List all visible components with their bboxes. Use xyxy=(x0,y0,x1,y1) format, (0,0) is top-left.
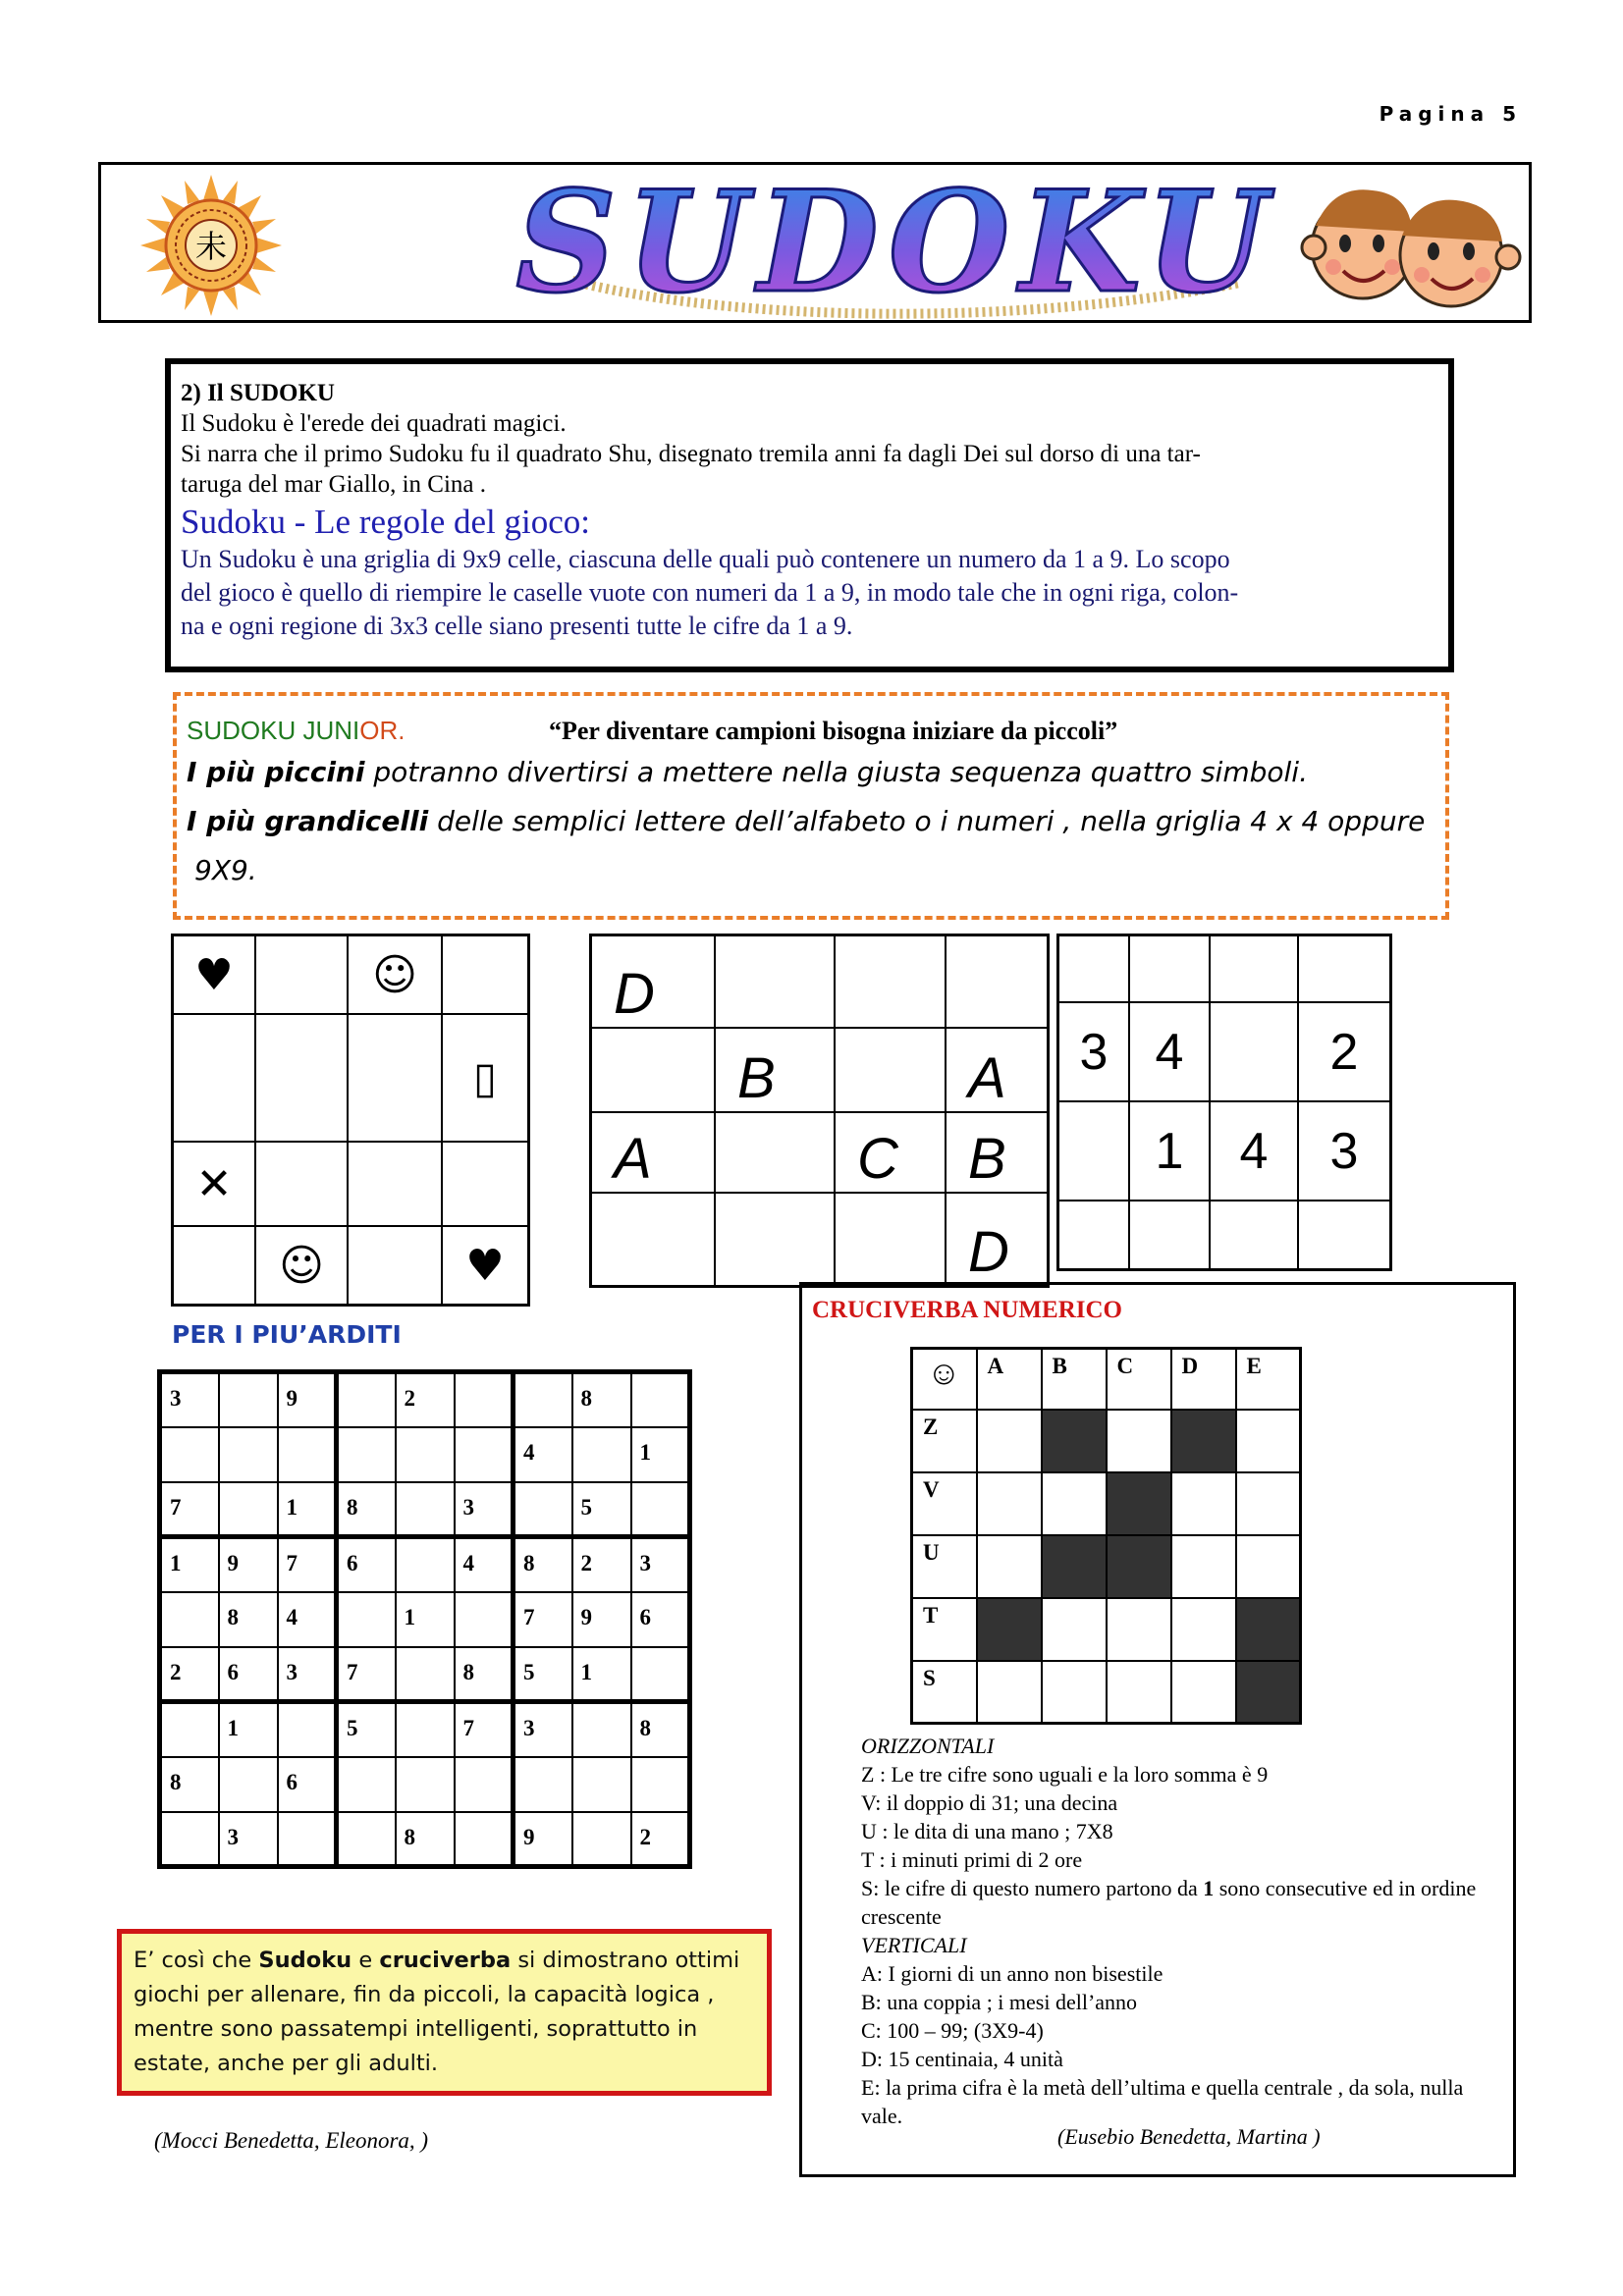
sudoku-cell xyxy=(631,1372,690,1427)
banner-title: SUDOKU xyxy=(515,165,1277,322)
grid-row xyxy=(173,1014,529,1142)
sudoku-cell: 9 xyxy=(514,1812,572,1867)
sudoku-row xyxy=(160,1757,690,1812)
grid-cell xyxy=(255,1014,348,1142)
grid-cell: 3 xyxy=(1298,1101,1391,1201)
intro-line: taruga del mar Giallo, in Cina . xyxy=(181,471,487,498)
junior-title-suffix: OR. xyxy=(359,716,406,745)
grid-cell: ☺ xyxy=(255,1226,348,1306)
grid-cell: A xyxy=(591,1112,716,1193)
grid-cell xyxy=(442,935,529,1015)
sudoku-cell: 8 xyxy=(455,1647,514,1702)
children-faces-icon xyxy=(1294,177,1530,314)
crossword-grid xyxy=(910,1347,1302,1725)
intro-line: Il Sudoku è l'erede dei quadrati magici. xyxy=(181,410,567,437)
grid-cell xyxy=(1210,935,1298,1003)
column-label: C xyxy=(1107,1349,1171,1410)
grid-cell: ♥ xyxy=(442,1226,529,1306)
sudoku-cell: 7 xyxy=(278,1537,337,1592)
junior-line: 9X9. xyxy=(194,854,257,886)
crossword-panel xyxy=(799,1282,1516,2177)
sudoku-cell: 6 xyxy=(219,1647,278,1702)
number-grid xyxy=(1056,934,1392,1271)
sudoku-cell: 1 xyxy=(160,1537,219,1592)
sudoku-cell xyxy=(455,1592,514,1647)
sudoku-9x9-grid xyxy=(157,1369,692,1869)
grid-cell xyxy=(1210,1002,1298,1101)
grid-cell xyxy=(348,1226,442,1306)
row-label: Z xyxy=(912,1410,977,1472)
sudoku-cell: 4 xyxy=(514,1427,572,1482)
grid-cell xyxy=(1129,935,1210,1003)
sudoku-cell xyxy=(337,1372,396,1427)
crossword-title: CRUCIVERBA NUMERICO xyxy=(812,1297,1122,1323)
grid-cell xyxy=(1058,935,1130,1003)
sudoku-cell: 7 xyxy=(514,1592,572,1647)
clue: Z : Le tre cifre sono uguali e la loro somma è 9 xyxy=(861,1762,1269,1787)
sudoku-row xyxy=(160,1537,690,1592)
sudoku-cell xyxy=(396,1757,455,1812)
grid-cell: 4 xyxy=(1129,1002,1210,1101)
header-banner xyxy=(98,162,1532,323)
grid-cell xyxy=(348,1142,442,1226)
sudoku-cell: 1 xyxy=(219,1702,278,1757)
grid-cell: ✕ xyxy=(173,1142,256,1226)
sudoku-cell: 3 xyxy=(631,1537,690,1592)
sudoku-cell xyxy=(278,1427,337,1482)
sudoku-cell: 8 xyxy=(631,1702,690,1757)
sudoku-cell xyxy=(455,1757,514,1812)
sudoku-cell: 1 xyxy=(631,1427,690,1482)
sudoku-row xyxy=(160,1482,690,1537)
rules-text: na e ogni regione di 3x3 celle siano presenti tutte le cifre da 1 a 9. xyxy=(181,612,853,640)
sudoku-cell xyxy=(219,1482,278,1537)
sudoku-cell xyxy=(455,1372,514,1427)
sudoku-cell: 1 xyxy=(396,1592,455,1647)
clue-text: sono consecutive ed in ordine crescente xyxy=(861,1876,1477,1929)
sudoku-cell: 3 xyxy=(160,1372,219,1427)
sudoku-cell xyxy=(514,1372,572,1427)
column-label: D xyxy=(1171,1349,1236,1410)
grid-row xyxy=(591,1112,1049,1193)
sudoku-cell: 4 xyxy=(455,1537,514,1592)
junior-header xyxy=(187,714,1435,748)
sudoku-cell: 8 xyxy=(337,1482,396,1537)
grid-row xyxy=(173,935,529,1015)
crossword-cell xyxy=(1107,1598,1171,1661)
grid-cell xyxy=(715,1112,835,1193)
grid-cell: D xyxy=(591,935,716,1029)
sudoku-cell: 8 xyxy=(160,1757,219,1812)
crossword-cell xyxy=(977,1661,1042,1724)
clue: B: una coppia ; i mesi dell’anno xyxy=(861,1990,1138,2014)
sudoku-cell: 8 xyxy=(396,1812,455,1867)
clue: T : i minuti primi di 2 ore xyxy=(861,1847,1083,1872)
sudoku-row xyxy=(160,1427,690,1482)
crossword-cell xyxy=(1236,1535,1301,1598)
grid-row xyxy=(1058,935,1391,1003)
crossword-cell xyxy=(1042,1472,1107,1535)
grid-cell xyxy=(835,1028,946,1112)
sudoku-cell xyxy=(219,1372,278,1427)
sun-logo-icon xyxy=(123,173,299,318)
crossword-cell xyxy=(1107,1661,1171,1724)
sudoku-cell xyxy=(514,1482,572,1537)
intro-line: Si narra che il primo Sudoku fu il quadrato Shu, disegnato tremila anni fa dagli Dei sul dorso di una tar- xyxy=(181,441,1201,467)
sudoku-cell: 1 xyxy=(278,1482,337,1537)
grid-cell: B xyxy=(946,1112,1049,1193)
sudoku-cell xyxy=(631,1757,690,1812)
grid-cell xyxy=(715,935,835,1029)
black-cell xyxy=(1236,1661,1301,1724)
grid-cell xyxy=(1129,1201,1210,1270)
sudoku-cell xyxy=(455,1427,514,1482)
sudoku-row xyxy=(160,1592,690,1647)
sudoku-cell xyxy=(631,1482,690,1537)
sudoku-cell: 3 xyxy=(514,1702,572,1757)
sudoku-cell xyxy=(278,1702,337,1757)
sudoku-cell xyxy=(219,1757,278,1812)
grid-cell xyxy=(173,1014,256,1142)
sudoku-cell: 7 xyxy=(455,1702,514,1757)
grid-cell xyxy=(835,935,946,1029)
crossword-cell xyxy=(977,1472,1042,1535)
grid-cell: C xyxy=(835,1112,946,1193)
sudoku-cell xyxy=(514,1757,572,1812)
grid-row xyxy=(591,935,1049,1029)
arditi-title: PER I PIU’ARDITI xyxy=(172,1320,402,1349)
sudoku-cell: 2 xyxy=(572,1537,631,1592)
sudoku-cell: 2 xyxy=(160,1647,219,1702)
crossword-row xyxy=(912,1661,1301,1724)
sudoku-cell: 8 xyxy=(514,1537,572,1592)
sudoku-row xyxy=(160,1647,690,1702)
sudoku-cell xyxy=(160,1427,219,1482)
grid-cell xyxy=(255,935,348,1015)
column-label: A xyxy=(977,1349,1042,1410)
row-label: T xyxy=(912,1598,977,1661)
crossword-row xyxy=(912,1535,1301,1598)
grid-row xyxy=(591,1028,1049,1112)
grid-cell: B xyxy=(715,1028,835,1112)
sudoku-cell: 1 xyxy=(572,1647,631,1702)
grid-cell: 3 xyxy=(1058,1002,1130,1101)
junior-line-bold: I più piccini xyxy=(187,756,365,788)
sudoku-cell: 6 xyxy=(278,1757,337,1812)
grid-cell xyxy=(835,1193,946,1287)
orizzontali-title: ORIZZONTALI xyxy=(861,1734,995,1758)
sudoku-cell xyxy=(572,1812,631,1867)
sudoku-cell xyxy=(455,1812,514,1867)
grid-cell xyxy=(591,1028,716,1112)
sudoku-cell xyxy=(337,1812,396,1867)
sudoku-cell: 4 xyxy=(278,1592,337,1647)
crossword-cell xyxy=(977,1535,1042,1598)
sudoku-row xyxy=(160,1702,690,1757)
grid-cell xyxy=(1058,1201,1130,1270)
credit-left: (Mocci Benedetta, Eleonora, ) xyxy=(154,2128,429,2153)
sudoku-cell xyxy=(396,1482,455,1537)
grid-cell xyxy=(442,1142,529,1226)
sudoku-row xyxy=(160,1372,690,1427)
grid-cell xyxy=(1298,935,1391,1003)
clue: U : le dita di una mano ; 7X8 xyxy=(861,1819,1113,1843)
crossword-header-row xyxy=(912,1349,1301,1410)
sudoku-cell xyxy=(337,1592,396,1647)
grid-row xyxy=(1058,1101,1391,1201)
crossword-cell xyxy=(1171,1661,1236,1724)
crossword-cell xyxy=(977,1410,1042,1472)
junior-line xyxy=(187,797,1435,846)
sudoku-cell: 8 xyxy=(219,1592,278,1647)
verticali-title: VERTICALI xyxy=(861,1933,967,1957)
sudoku-cell xyxy=(631,1647,690,1702)
clue: A: I giorni di un anno non bisestile xyxy=(861,1961,1163,1986)
note-text: si dimostrano ottimi giochi per allenare, fin da piccoli, la capacità logica , mentre sono passatempi intelligenti, soprattutto in estate, anche per gli adulti. xyxy=(134,1948,740,2076)
grid-cell xyxy=(715,1193,835,1287)
sudoku-cell: 3 xyxy=(219,1812,278,1867)
sudoku-cell xyxy=(572,1427,631,1482)
letter-grid xyxy=(589,934,1050,1288)
sudoku-cell: 7 xyxy=(160,1482,219,1537)
grid-cell xyxy=(1058,1101,1130,1201)
junior-line-text: delle semplici lettere dell’alfabeto o i numeri , nella griglia 4 x 4 oppure xyxy=(428,805,1426,837)
grid-row xyxy=(1058,1201,1391,1270)
sudoku-cell xyxy=(278,1812,337,1867)
grid-cell: 4 xyxy=(1210,1101,1298,1201)
grid-cell: ♥ xyxy=(173,935,256,1015)
junior-line xyxy=(187,748,1435,797)
sudoku-cell xyxy=(396,1702,455,1757)
crossword-cell xyxy=(1042,1661,1107,1724)
grid-cell: 2 xyxy=(1298,1002,1391,1101)
crossword-cell xyxy=(1042,1598,1107,1661)
clue: D: 15 centinaia, 4 unità xyxy=(861,2047,1063,2071)
sudoku-cell: 6 xyxy=(337,1537,396,1592)
sudoku-cell: 5 xyxy=(572,1482,631,1537)
sudoku-cell: 9 xyxy=(278,1372,337,1427)
note-text: e xyxy=(352,1948,380,1973)
clue: V: il doppio di 31; una decina xyxy=(861,1790,1118,1815)
black-cell xyxy=(1107,1472,1171,1535)
rules-title: Sudoku - Le regole del gioco: xyxy=(181,503,590,541)
sudoku-cell xyxy=(396,1647,455,1702)
grid-cell: ☺ xyxy=(348,935,442,1015)
sudoku-cell xyxy=(219,1427,278,1482)
row-label: U xyxy=(912,1535,977,1598)
symbol-grid xyxy=(171,934,530,1307)
crossword-cell xyxy=(1236,1410,1301,1472)
grid-row xyxy=(173,1226,529,1306)
black-cell xyxy=(1042,1410,1107,1472)
intro-heading: 2) Il SUDOKU xyxy=(181,380,335,406)
junior-line-text: potranno divertirsi a mettere nella giusta sequenza quattro simboli. xyxy=(364,756,1308,788)
grid-cell xyxy=(348,1014,442,1142)
crossword-row xyxy=(912,1472,1301,1535)
sudoku-cell: 9 xyxy=(572,1592,631,1647)
junior-line-bold: I più grandicelli xyxy=(187,805,429,837)
note-keyword: cruciverba xyxy=(379,1948,512,1973)
sudoku-cell xyxy=(396,1427,455,1482)
sudoku-cell: 6 xyxy=(631,1592,690,1647)
sudoku-cell: 7 xyxy=(337,1647,396,1702)
crossword-cell xyxy=(1236,1472,1301,1535)
clue-number: 1 xyxy=(1203,1876,1215,1900)
rules-text: del gioco è quello di riempire le caselle vuote con numeri da 1 a 9, in modo tale che in ogni riga, colon- xyxy=(181,578,1239,607)
crossword-cell xyxy=(1171,1535,1236,1598)
crossword-cell xyxy=(1107,1410,1171,1472)
sudoku-cell: 8 xyxy=(572,1372,631,1427)
column-label: E xyxy=(1236,1349,1301,1410)
sudoku-cell xyxy=(160,1702,219,1757)
clue-text: S: le cifre di questo numero partono da xyxy=(861,1876,1204,1900)
logo-character: 未 xyxy=(194,228,228,265)
note-keyword: Sudoku xyxy=(258,1948,352,1973)
black-cell xyxy=(1042,1535,1107,1598)
smiley-icon: ☺ xyxy=(912,1349,977,1410)
row-label: S xyxy=(912,1661,977,1724)
sudoku-cell: 2 xyxy=(396,1372,455,1427)
clue xyxy=(861,1874,1509,1931)
grid-cell xyxy=(173,1226,256,1306)
grid-cell: A xyxy=(946,1028,1049,1112)
sudoku-cell: 9 xyxy=(219,1537,278,1592)
sudoku-cell: 3 xyxy=(455,1482,514,1537)
grid-row xyxy=(591,1193,1049,1287)
grid-row xyxy=(173,1142,529,1226)
grid-cell: 1 xyxy=(1129,1101,1210,1201)
black-cell xyxy=(1236,1598,1301,1661)
page-number: Pagina 5 xyxy=(1379,102,1522,126)
junior-title: SUDOKU JUNI xyxy=(187,716,360,745)
junior-box xyxy=(173,692,1449,920)
sudoku-title-art xyxy=(415,165,1378,322)
sudoku-cell xyxy=(396,1537,455,1592)
sudoku-cell: 5 xyxy=(337,1702,396,1757)
black-cell xyxy=(1107,1535,1171,1598)
sudoku-cell xyxy=(572,1757,631,1812)
sudoku-cell: 5 xyxy=(514,1647,572,1702)
sudoku-cell: 2 xyxy=(631,1812,690,1867)
crossword-cell xyxy=(1171,1598,1236,1661)
black-cell xyxy=(977,1598,1042,1661)
sudoku-cell xyxy=(337,1427,396,1482)
sudoku-cell xyxy=(160,1592,219,1647)
grid-cell xyxy=(1210,1201,1298,1270)
crossword-row xyxy=(912,1598,1301,1661)
junior-quote: “Per diventare campioni bisogna iniziare da piccoli” xyxy=(548,717,1118,745)
grid-cell xyxy=(591,1193,716,1287)
black-cell xyxy=(1171,1410,1236,1472)
grid-cell: ▯ xyxy=(442,1014,529,1142)
note-box xyxy=(117,1929,772,2096)
intro-box xyxy=(165,358,1454,672)
clue: E: la prima cifra è la metà dell’ultima e quella centrale , da sola, nulla vale. xyxy=(861,2075,1464,2128)
sudoku-cell xyxy=(160,1812,219,1867)
sudoku-cell xyxy=(572,1702,631,1757)
clues xyxy=(861,1732,1509,2130)
grid-cell xyxy=(946,935,1049,1029)
clue: C: 100 – 99; (3X9-4) xyxy=(861,2018,1044,2043)
grid-cell xyxy=(1298,1201,1391,1270)
sudoku-cell: 3 xyxy=(278,1647,337,1702)
grid-cell: D xyxy=(946,1193,1049,1287)
rules-text: Un Sudoku è una griglia di 9x9 celle, ciascuna delle quali può contenere un numero da 1 a 9. Lo scopo xyxy=(181,545,1230,573)
sudoku-cell xyxy=(337,1757,396,1812)
crossword-row xyxy=(912,1410,1301,1472)
row-label: V xyxy=(912,1472,977,1535)
sudoku-row xyxy=(160,1812,690,1867)
grid-row xyxy=(1058,1002,1391,1101)
credit-right: (Eusebio Benedetta, Martina ) xyxy=(1057,2124,1321,2149)
grid-cell xyxy=(255,1142,348,1226)
crossword-cell xyxy=(1171,1472,1236,1535)
note-text: E’ così che xyxy=(134,1948,259,1973)
column-label: B xyxy=(1042,1349,1107,1410)
